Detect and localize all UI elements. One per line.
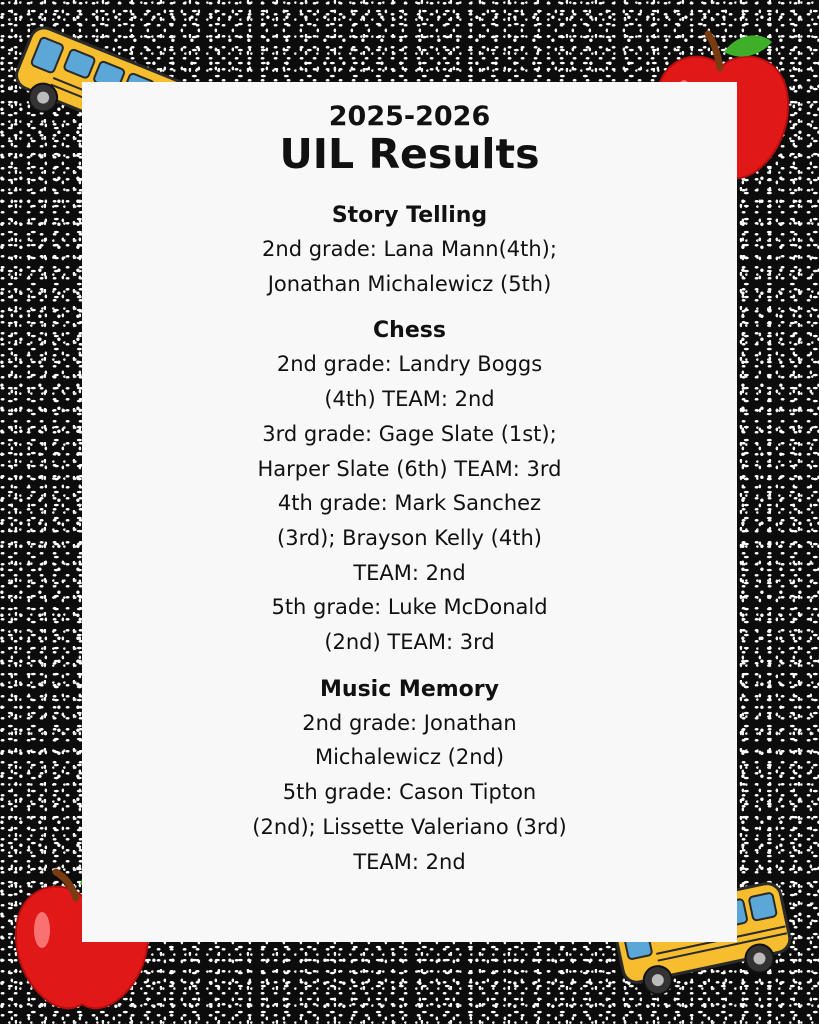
result-line: TEAM: 2nd [353, 849, 466, 874]
result-line: 3rd grade: Gage Slate (1st); [262, 421, 557, 446]
result-line: Michalewicz (2nd) [314, 745, 505, 770]
result-line: (4th) TEAM: 2nd [324, 387, 495, 412]
result-line: Harper Slate (6th) TEAM: 3rd [257, 456, 562, 481]
result-line: (2nd); Lissette Valeriano (3rd) [252, 814, 567, 839]
result-line: Jonathan Michalewicz (5th) [267, 271, 552, 296]
page-title: UIL Results [279, 130, 540, 178]
result-line: (2nd) TEAM: 3rd [324, 630, 495, 655]
result-line: 5th grade: Cason Tipton [282, 780, 537, 805]
result-line: 5th grade: Luke McDonald [271, 595, 548, 620]
result-line: 4th grade: Mark Sanchez [277, 491, 542, 516]
section-heading: Music Memory [320, 676, 499, 702]
result-line: 2nd grade: Landry Boggs [276, 352, 543, 377]
section-story-telling [82, 200, 737, 301]
section-music-memory [82, 674, 737, 880]
section-heading: Story Telling [331, 203, 488, 228]
section-chess [82, 315, 737, 659]
section-heading: Chess [373, 318, 446, 344]
result-line: 2nd grade: Jonathan [302, 710, 517, 735]
result-line: (3rd); Brayson Kelly (4th) [277, 525, 542, 550]
result-line: 2nd grade: Lana Mann(4th); [262, 237, 557, 261]
results-card [82, 82, 737, 942]
school-year: 2025-2026 [328, 101, 491, 132]
result-line: TEAM: 2nd [353, 560, 466, 585]
